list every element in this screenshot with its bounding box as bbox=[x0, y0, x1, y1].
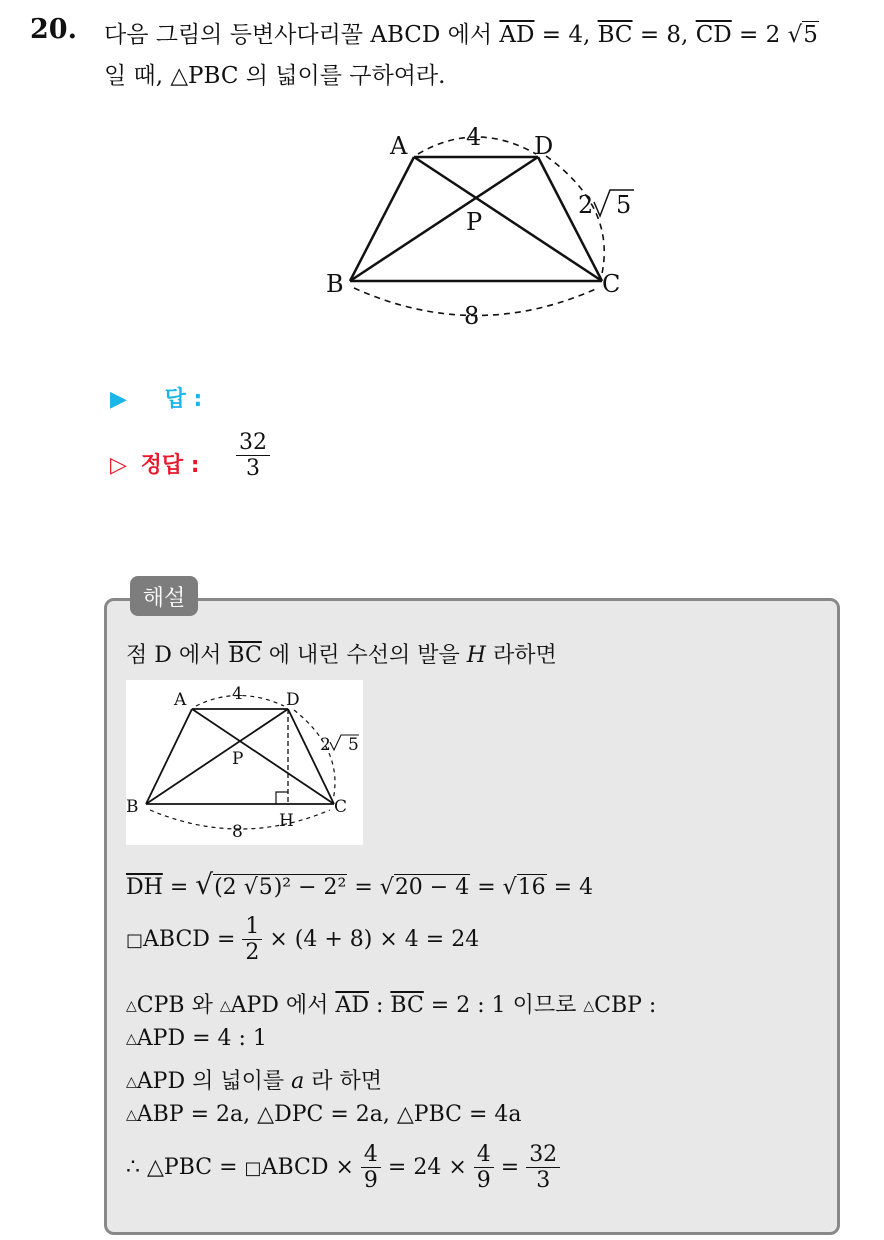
sqrt: √(2 √5)² − 2² bbox=[195, 868, 347, 901]
triangle-symbol: △ bbox=[126, 1074, 137, 1090]
denominator: 9 bbox=[476, 1168, 491, 1194]
numerator: 32 bbox=[526, 1142, 560, 1168]
answer-play-icon: ▶ bbox=[110, 387, 127, 412]
label-top-length: 4 bbox=[232, 684, 243, 704]
solution-line-4 bbox=[126, 1026, 267, 1051]
correct-answer-value bbox=[236, 430, 270, 482]
text: = bbox=[162, 875, 196, 900]
fraction bbox=[242, 914, 262, 966]
label-c: C bbox=[334, 797, 348, 817]
text: ∴ △PBC = bbox=[126, 1154, 245, 1180]
triangle-symbol: △ bbox=[219, 998, 231, 1014]
solution-line-6 bbox=[126, 1102, 522, 1127]
label-a: A bbox=[390, 132, 408, 160]
radicand: 5 bbox=[258, 875, 273, 900]
solution-tag: 해설 bbox=[130, 576, 198, 616]
question-number: 20. bbox=[30, 14, 77, 45]
numerator: 4 bbox=[474, 1142, 494, 1168]
trapezoid-figure bbox=[318, 118, 648, 333]
label-side-coef: 2 bbox=[320, 735, 331, 755]
answer-row bbox=[110, 382, 202, 413]
question-line-1 bbox=[104, 16, 819, 49]
question-line-2: 일 때, △PBC 의 넓이를 구하여라. bbox=[104, 63, 446, 89]
eq-part: = 2 bbox=[731, 22, 788, 48]
fraction bbox=[361, 1142, 381, 1194]
sqrt: √20 − 4 bbox=[379, 875, 470, 900]
label-d: D bbox=[286, 690, 300, 710]
text: APD 에서 bbox=[230, 993, 336, 1018]
text: 라하면 bbox=[485, 643, 557, 668]
question-text: 다음 그림의 등변사다리꼴 ABCD 에서 bbox=[104, 22, 493, 48]
label-b: B bbox=[326, 270, 344, 298]
radicand bbox=[213, 874, 347, 900]
label-bottom-length: 8 bbox=[464, 302, 480, 330]
denominator: 2 bbox=[245, 940, 260, 966]
triangle-symbol: △ bbox=[583, 998, 595, 1014]
figure-background bbox=[126, 680, 363, 845]
text: CPB 와 bbox=[136, 993, 220, 1018]
text: : bbox=[368, 993, 391, 1018]
denominator: 3 bbox=[246, 456, 260, 482]
radicand: 20 − 4 bbox=[394, 875, 470, 900]
var-a: a bbox=[291, 1069, 305, 1094]
text: = bbox=[347, 875, 380, 900]
segment-dh: $\overline{DH}$ bbox=[126, 875, 163, 900]
numerator: 32 bbox=[236, 430, 270, 456]
label-top-length: 4 bbox=[466, 123, 482, 151]
text: = 4 bbox=[546, 875, 594, 900]
text: 점 D 에서 bbox=[126, 643, 229, 668]
correct-label: 정답 : bbox=[140, 453, 200, 478]
eq-part: = 4, bbox=[534, 22, 598, 48]
correct-play-outline-icon: ▷ bbox=[110, 453, 127, 478]
label-a: A bbox=[174, 690, 187, 710]
numerator: 1 bbox=[242, 914, 262, 940]
solution-line-7 bbox=[126, 1142, 560, 1194]
denominator: 9 bbox=[363, 1168, 378, 1194]
text: CBP : bbox=[594, 993, 657, 1018]
text: APD = 4 : 1 bbox=[136, 1026, 267, 1051]
solution-eq-2 bbox=[126, 914, 479, 966]
correct-label-row bbox=[110, 448, 200, 479]
var-h: H bbox=[466, 643, 486, 668]
triangle-symbol: △ bbox=[126, 1031, 137, 1047]
solution-eq-1 bbox=[126, 868, 593, 901]
label-d: D bbox=[534, 132, 554, 160]
triangle-symbol: △ bbox=[126, 998, 137, 1014]
text: 라 하면 bbox=[304, 1069, 382, 1094]
label-p: P bbox=[232, 749, 244, 769]
sqrt: √5 bbox=[787, 22, 818, 48]
label-side-rad: 5 bbox=[348, 735, 359, 755]
text: )² − 2² bbox=[273, 875, 347, 900]
solution-line-3 bbox=[126, 988, 656, 1019]
text: = 2 : 1 이므로 bbox=[423, 993, 584, 1018]
label-p: P bbox=[466, 208, 483, 236]
text: ABCD = bbox=[143, 926, 243, 952]
text: = bbox=[493, 1154, 527, 1180]
eq-part: = 8, bbox=[632, 22, 696, 48]
label-bottom-length: 8 bbox=[232, 822, 243, 842]
sqrt: √5 bbox=[243, 875, 273, 900]
segment-bc: $\overline{BC}$ bbox=[228, 643, 262, 668]
text: × (4 + 8) × 4 = 24 bbox=[262, 926, 480, 952]
label-side-coef: 2 bbox=[578, 191, 594, 219]
edge-ab bbox=[350, 157, 414, 281]
sqrt: √16 bbox=[502, 875, 546, 900]
solution-line-1 bbox=[126, 638, 557, 669]
radicand: 16 bbox=[517, 875, 546, 900]
text: 에 내린 수선의 발을 bbox=[261, 643, 467, 668]
fraction bbox=[236, 430, 270, 482]
label-side-rad: 5 bbox=[616, 191, 632, 219]
square-symbol: □ bbox=[126, 929, 144, 951]
segment-ad: $\overline{AD}$ bbox=[499, 22, 535, 48]
triangle-symbol: △ bbox=[126, 1107, 137, 1123]
text: = 24 × bbox=[380, 1154, 474, 1180]
label-b: B bbox=[126, 797, 139, 817]
radicand: 5 bbox=[803, 22, 818, 48]
solution-line-5 bbox=[126, 1064, 382, 1095]
label-h: H bbox=[279, 811, 294, 831]
text: APD 의 넓이를 bbox=[136, 1069, 292, 1094]
numerator: 4 bbox=[361, 1142, 381, 1168]
solution-figure bbox=[126, 680, 363, 845]
arc-side bbox=[546, 156, 604, 278]
answer-label: 답 : bbox=[164, 387, 203, 412]
text: ABP = 2a, △DPC = 2a, △PBC = 4a bbox=[136, 1102, 522, 1127]
segment-bc: $\overline{BC}$ bbox=[390, 993, 424, 1018]
square-symbol: □ bbox=[244, 1157, 262, 1179]
segment-cd: $\overline{CD}$ bbox=[695, 22, 732, 48]
fraction bbox=[474, 1142, 494, 1194]
label-c: C bbox=[602, 270, 621, 298]
segment-ad: $\overline{AD}$ bbox=[335, 993, 369, 1018]
text: (2 bbox=[214, 875, 237, 900]
segment-bc: $\overline{BC}$ bbox=[597, 22, 633, 48]
text: = bbox=[470, 875, 503, 900]
denominator: 3 bbox=[536, 1168, 551, 1194]
fraction bbox=[526, 1142, 560, 1194]
edge-dc bbox=[538, 157, 602, 281]
text: ABCD × bbox=[261, 1154, 361, 1180]
